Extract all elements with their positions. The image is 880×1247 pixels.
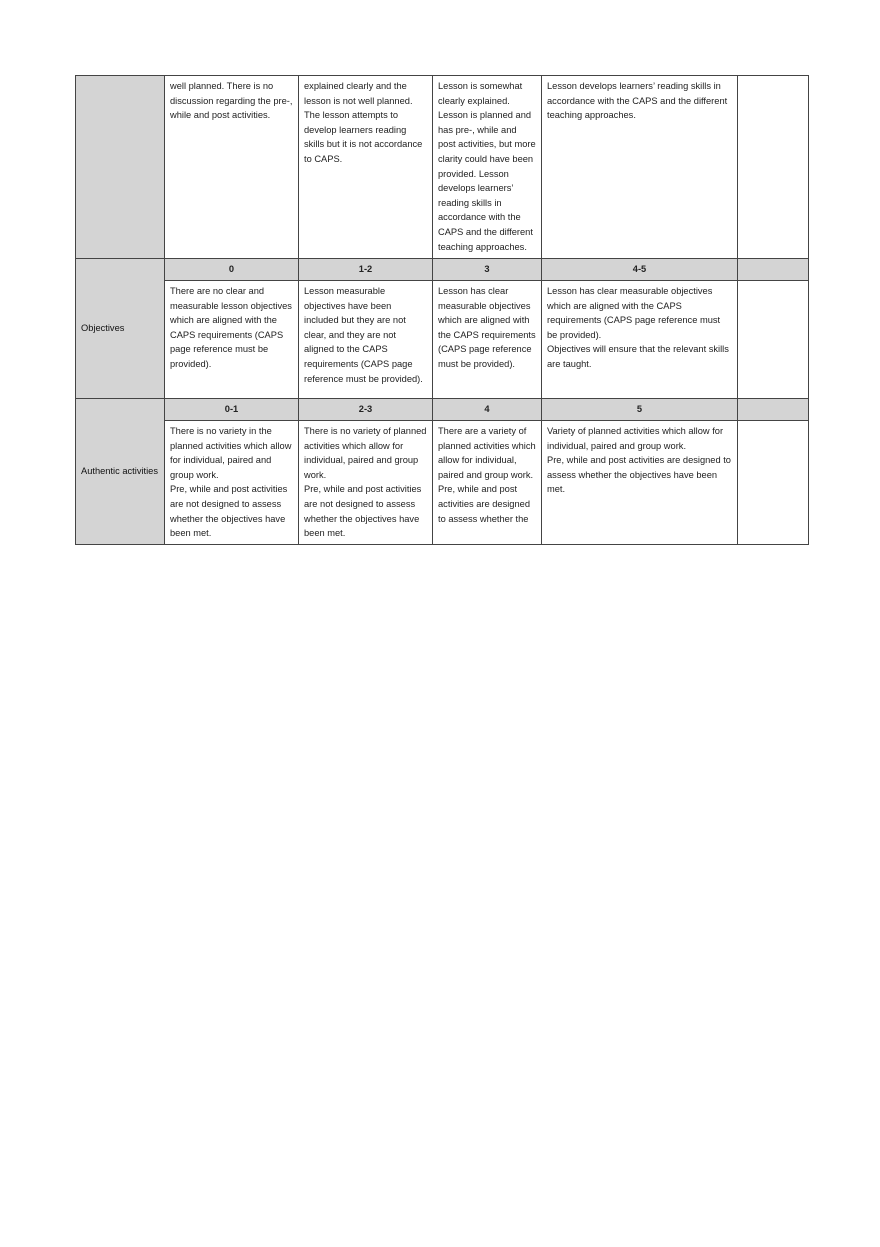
descriptor-cell — [299, 76, 433, 259]
descriptor-cell — [542, 421, 738, 545]
descriptor-cell — [165, 76, 299, 259]
band-label: 4-5 — [542, 259, 738, 281]
descriptor-cell — [433, 281, 542, 399]
mark-cell — [738, 76, 809, 259]
rubric-band-row-authentic-activities — [76, 399, 809, 421]
descriptor-cell — [542, 281, 738, 399]
band-label: 4 — [433, 399, 542, 421]
descriptor-text: well planned. There is no discussion regarding the pre-, while and post activities. — [170, 81, 293, 121]
mark-header-cell — [738, 259, 809, 281]
descriptor-text: There are a variety of planned activities which allow for individual, paired and group work. Pre, while and post activities are designed to assess whether the — [438, 426, 536, 524]
descriptor-text: Lesson develops learners’ reading skills in accordance with the CAPS and the different teaching approaches. — [547, 81, 728, 121]
band-label: 2-3 — [299, 399, 433, 421]
criterion-cell-objectives: Objectives — [76, 259, 165, 399]
criterion-cell-continued — [76, 76, 165, 259]
band-label: 0 — [165, 259, 299, 281]
descriptor-text: There is no variety of planned activities which allow for individual, paired and group work. Pre, while and post activities are not designed to assess whether the objectives have been met. — [304, 426, 427, 539]
band-label: 3 — [433, 259, 542, 281]
mark-cell — [738, 421, 809, 545]
rubric-row-authentic-activities — [76, 421, 809, 545]
band-label: 0-1 — [165, 399, 299, 421]
descriptor-text: explained clearly and the lesson is not well planned. The lesson attempts to develop learners reading skills but it is not accordance to CAPS. — [304, 81, 423, 164]
descriptor-text: Lesson is somewhat clearly explained. Lesson is planned and has pre-, while and post activities, but more clarity could have been provided. Lesson develops learners’ reading skills in accordance with the CAPS and the different teaching approaches. — [438, 81, 536, 252]
descriptor-cell — [299, 421, 433, 545]
descriptor-text: There is no variety in the planned activities which allow for individual, paired and group work. Pre, while and post activities are not designed to assess whether the objectives have been met. — [170, 426, 292, 539]
rubric-table — [75, 75, 809, 545]
descriptor-cell — [433, 76, 542, 259]
criterion-cell-authentic-activities: Authentic activities — [76, 399, 165, 545]
descriptor-cell — [433, 421, 542, 545]
descriptor-text: Lesson measurable objectives have been included but they are not clear, and they are not aligned to the CAPS requirements (CAPS page reference must be provided). — [304, 286, 423, 384]
descriptor-cell — [165, 281, 299, 399]
descriptor-text: Lesson has clear measurable objectives which are aligned with the CAPS requirements (CAPS page reference must be provided). Objectives will ensure that the relevant skills are taught. — [547, 286, 729, 369]
mark-header-cell — [738, 399, 809, 421]
descriptor-text: Variety of planned activities which allow for individual, paired and group work. Pre, while and post activities are designed to assess whether the objectives have been met. — [547, 426, 731, 495]
rubric-band-row-objectives — [76, 259, 809, 281]
band-label: 5 — [542, 399, 738, 421]
descriptor-cell — [299, 281, 433, 399]
descriptor-text: There are no clear and measurable lesson objectives which are aligned with the CAPS requirements (CAPS page reference must be provided). — [170, 286, 292, 369]
band-label: 1-2 — [299, 259, 433, 281]
rubric-row-continued — [76, 76, 809, 259]
descriptor-text: Lesson has clear measurable objectives which are aligned with the CAPS requirements (CAPS page reference must be provided). — [438, 286, 536, 369]
rubric-row-objectives — [76, 281, 809, 399]
mark-cell — [738, 281, 809, 399]
descriptor-cell — [165, 421, 299, 545]
descriptor-cell — [542, 76, 738, 259]
